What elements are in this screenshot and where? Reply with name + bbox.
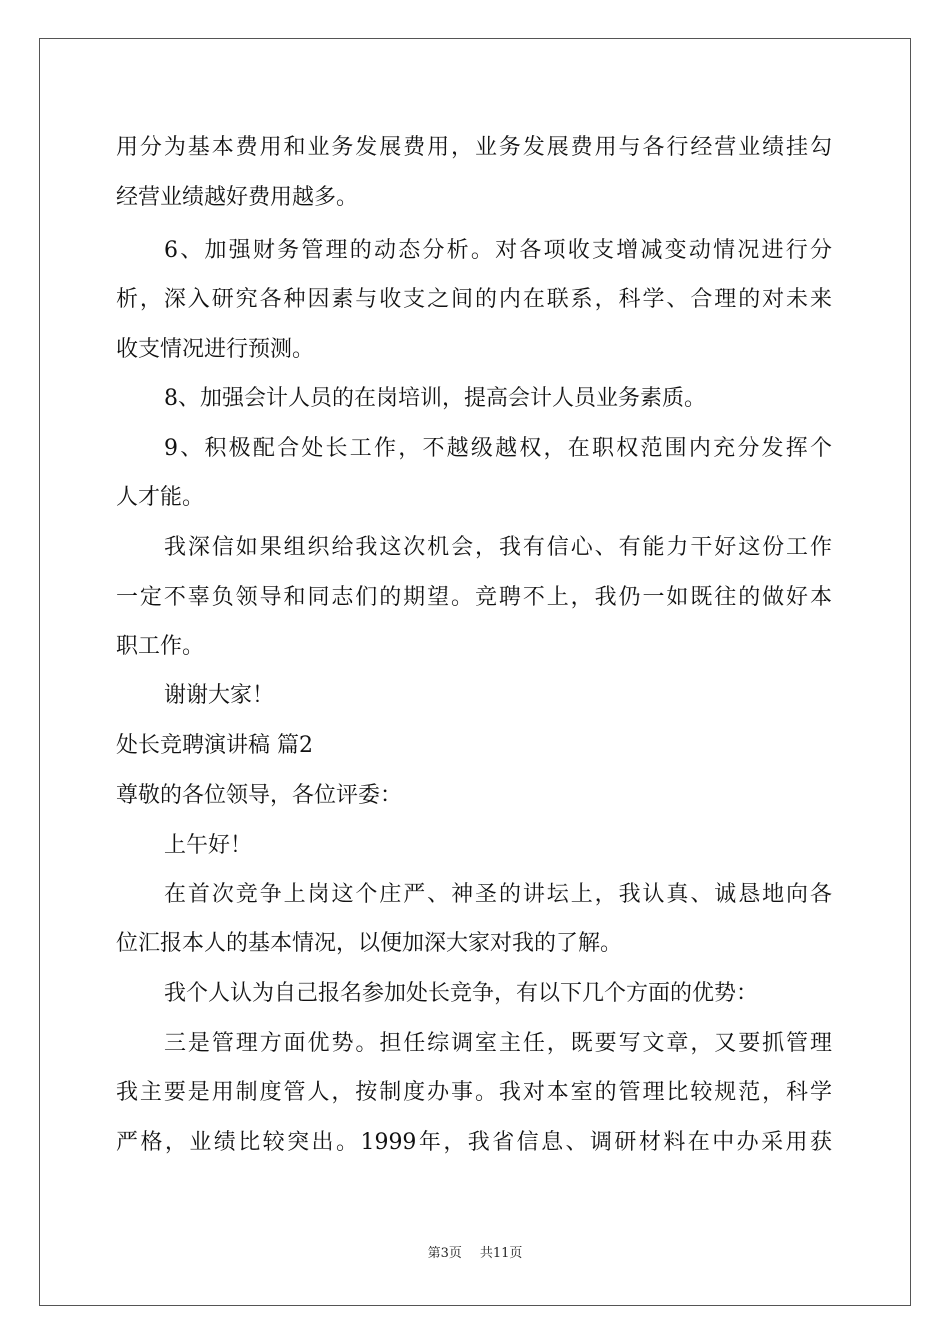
salutation: 尊敬的各位领导，各位评委： bbox=[116, 783, 403, 808]
text-line: 职工作。 bbox=[116, 634, 205, 659]
text-line: 6、加强财务管理的动态分析。对各项收支增减变动情况进行分 bbox=[164, 238, 832, 263]
greeting: 上午好！ bbox=[164, 833, 253, 858]
text-line: 三是管理方面优势。担任综调室主任，既要写文章，又要抓管理 bbox=[164, 1031, 832, 1056]
text-line: 经营业绩越好费用越多。 bbox=[116, 185, 359, 210]
page-total: 共11页 bbox=[479, 1246, 523, 1261]
text-line: 我主要是用制度管人，按制度办事。我对本室的管理比较规范，科学 bbox=[116, 1080, 832, 1105]
section-heading: 处长竞聘演讲稿 篇2 bbox=[116, 733, 313, 758]
text-line: 用分为基本费用和业务发展费用，业务发展费用与各行经营业绩挂勾 bbox=[116, 135, 832, 160]
text-line: 9、积极配合处长工作，不越级越权，在职权范围内充分发挥个 bbox=[164, 436, 832, 461]
text-line: 在首次竞争上岗这个庄严、神圣的讲坛上，我认真、诚恳地向各 bbox=[164, 882, 832, 907]
text-line: 我深信如果组织给我这次机会，我有信心、有能力干好这份工作 bbox=[164, 535, 832, 560]
text-line: 我个人认为自己报名参加处长竞争，有以下几个方面的优势： bbox=[164, 981, 759, 1006]
text-line: 位汇报本人的基本情况，以便加深大家对我的了解。 bbox=[116, 931, 623, 956]
text-line: 收支情况进行预测。 bbox=[116, 337, 315, 362]
page-number: 第3页 bbox=[427, 1246, 462, 1261]
text-line: 8、加强会计人员的在岗培训，提高会计人员业务素质。 bbox=[164, 386, 706, 411]
page-footer bbox=[0, 1245, 950, 1263]
page-border bbox=[39, 38, 911, 1306]
text-line: 析，深入研究各种因素与收支之间的内在联系，科学、合理的对未来 bbox=[116, 287, 832, 312]
text-line: 谢谢大家！ bbox=[164, 683, 275, 708]
text-line: 严格，业绩比较突出。1999年，我省信息、调研材料在中办采用获 bbox=[116, 1130, 832, 1155]
text-line: 一定不辜负领导和同志们的期望。竞聘不上，我仍一如既往的做好本 bbox=[116, 585, 832, 610]
text-line: 人才能。 bbox=[116, 485, 205, 510]
